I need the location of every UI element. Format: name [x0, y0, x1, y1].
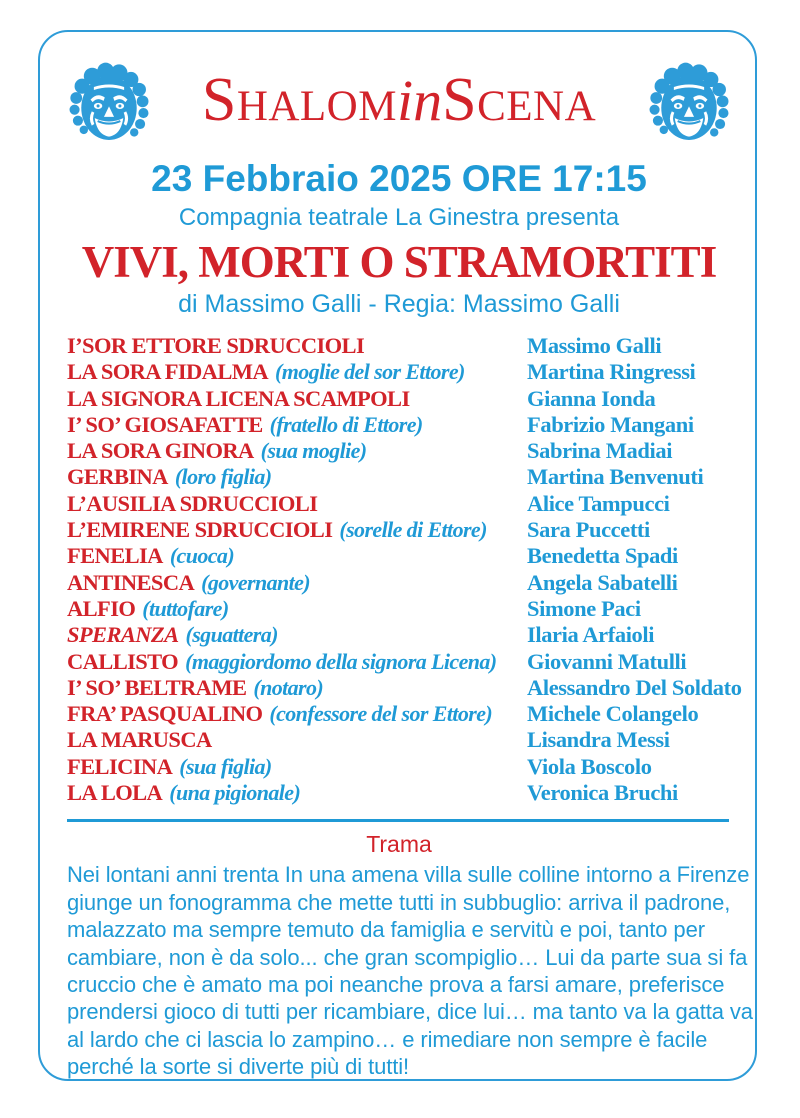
actor-name: Benedetta Spadi — [527, 543, 678, 569]
role-description: (sguattera) — [185, 622, 278, 648]
logo-segment: S — [442, 66, 478, 134]
cast-row — [67, 674, 742, 701]
actor-name: Lisandra Messi — [527, 727, 670, 753]
logo-segment: CENA — [477, 83, 597, 130]
cast-row — [67, 780, 731, 806]
character-name: LA SORA FIDALMA — [67, 359, 269, 385]
separator-line — [67, 819, 729, 822]
character-cell — [67, 596, 527, 622]
character-cell — [67, 412, 527, 438]
role-description: (sua figlia) — [179, 753, 272, 779]
character-name: LA SORA GINORA — [67, 438, 254, 464]
character-name: L’AUSILIA SDRUCCIOLI — [67, 490, 318, 516]
character-cell — [67, 649, 527, 675]
role-description: (notaro) — [253, 674, 324, 700]
cast-row — [67, 727, 731, 753]
actor-name: Massimo Galli — [527, 333, 662, 358]
cast-row — [67, 701, 731, 727]
character-name: SPERANZA — [67, 622, 179, 648]
poster — [38, 30, 757, 1081]
logo-segment: S — [201, 66, 237, 134]
character-name: ANTINESCA — [67, 569, 195, 595]
cast-row — [67, 412, 731, 438]
character-name: L’EMIRENE SDRUCCIOLI — [67, 517, 333, 543]
cast-row — [67, 491, 731, 517]
actor-name: Angela Sabatelli — [527, 569, 678, 595]
logo-segment: HALOM — [236, 83, 397, 130]
role-description: (governante) — [201, 569, 311, 595]
role-description: (fratello di Ettore) — [269, 411, 423, 437]
cast-row — [67, 543, 731, 569]
logo-title — [201, 66, 597, 137]
actor-name: Fabrizio Mangani — [527, 411, 694, 437]
character-name: CALLISTO — [67, 648, 179, 674]
cast-row — [67, 333, 731, 359]
character-cell — [67, 359, 527, 385]
character-cell — [67, 386, 527, 412]
character-name: FRA’ PASQUALINO — [67, 701, 263, 727]
role-description: (tuttofare) — [142, 595, 229, 621]
character-cell — [67, 727, 527, 753]
actor-name: Sabrina Madiai — [527, 438, 673, 464]
cast-row — [67, 622, 731, 648]
character-cell — [67, 333, 527, 359]
character-cell — [67, 464, 527, 490]
logo-segment: in — [396, 68, 443, 133]
cast-row — [67, 517, 731, 543]
cast-row — [67, 570, 731, 596]
role-description: (confessore del sor Ettore) — [269, 701, 493, 727]
cast-row — [67, 386, 731, 412]
comedy-mask-right-icon — [647, 59, 731, 147]
actor-name: Viola Boscolo — [527, 753, 652, 779]
role-description: (loro figlia) — [174, 464, 272, 490]
actor-name: Alessandro Del Soldato — [527, 674, 742, 700]
header — [67, 56, 731, 150]
character-name: LA SIGNORA LICENA SCAMPOLI — [67, 385, 410, 411]
role-description: (cuoca) — [169, 543, 235, 569]
actor-name: Martina Benvenuti — [527, 464, 704, 490]
character-cell — [67, 543, 527, 569]
character-name: I’SOR ETTORE SDRUCCIOLI — [67, 333, 365, 358]
character-name: LA MARUSCA — [67, 727, 212, 753]
actor-name: Martina Ringressi — [527, 359, 696, 385]
cast-row — [67, 438, 731, 464]
event-presenter: Compagnia teatrale La Ginestra presenta — [178, 204, 620, 231]
character-name: I’ SO’ GIOSAFATTE — [67, 411, 263, 437]
cast-row — [67, 649, 731, 675]
role-description: (sorelle di Ettore) — [339, 517, 487, 543]
character-cell — [67, 491, 527, 517]
cast-list — [67, 333, 742, 806]
character-name: LA LOLA — [67, 780, 163, 806]
character-cell — [67, 754, 527, 780]
cast-row — [67, 359, 731, 385]
actor-name: Alice Tampucci — [527, 490, 670, 516]
character-name: I’ SO’ BELTRAME — [67, 674, 247, 700]
event-datetime: 23 Febbraio 2025 ORE 17:15 — [151, 158, 647, 199]
trama-body: Nei lontani anni trenta In una amena villa sulle colline intorno a Firenze giunge un fonogramma che mette tutti in subbuglio: arriva il padrone, malazzato ma sempre temuto da famiglia e servitù e poi, tanto per cambiare, non è da solo... che gran scompiglio… Lui da parte sua si fa cruccio che è amato ma poi neanche prova a farsi amare, preferisce prendersi gioco di tutti per ricambiare, dice lui… ma tanto va la gatta va al lardo che ci lascia lo zampino… e rimediare non sempre è facile perché la sorte si diverte più di tutti! — [67, 862, 753, 1080]
actor-name: Sara Puccetti — [527, 517, 650, 543]
character-name: ALFIO — [67, 595, 136, 621]
play-byline: di Massimo Galli - Regia: Massimo Galli — [178, 290, 620, 318]
role-description: (una pigionale) — [169, 780, 301, 806]
character-cell — [67, 780, 527, 806]
trama-heading: Trama — [366, 831, 432, 858]
character-cell — [67, 438, 527, 464]
character-cell — [67, 517, 527, 543]
character-cell — [67, 570, 527, 596]
cast-row — [67, 754, 731, 780]
cast-row — [67, 464, 731, 490]
character-name: FELICINA — [67, 753, 173, 779]
actor-name: Simone Paci — [527, 595, 641, 621]
actor-name: Giovanni Matulli — [527, 648, 687, 674]
role-description: (sua moglie) — [260, 438, 367, 464]
actor-name: Michele Colangelo — [527, 701, 699, 727]
character-name: GERBINA — [67, 464, 168, 490]
play-title: VIVI, MORTI O STRAMORTITI — [81, 237, 717, 287]
role-description: (maggiordomo della signora Licena) — [185, 648, 497, 674]
character-cell — [67, 675, 527, 701]
comedy-mask-left-icon — [67, 59, 151, 147]
character-name: FENELIA — [67, 543, 163, 569]
actor-name: Gianna Ionda — [527, 385, 656, 411]
actor-name: Veronica Bruchi — [527, 780, 678, 806]
cast-row — [67, 596, 731, 622]
actor-name: Ilaria Arfaioli — [527, 622, 655, 648]
character-cell — [67, 622, 527, 648]
role-description: (moglie del sor Ettore) — [275, 359, 465, 385]
character-cell — [67, 701, 527, 727]
